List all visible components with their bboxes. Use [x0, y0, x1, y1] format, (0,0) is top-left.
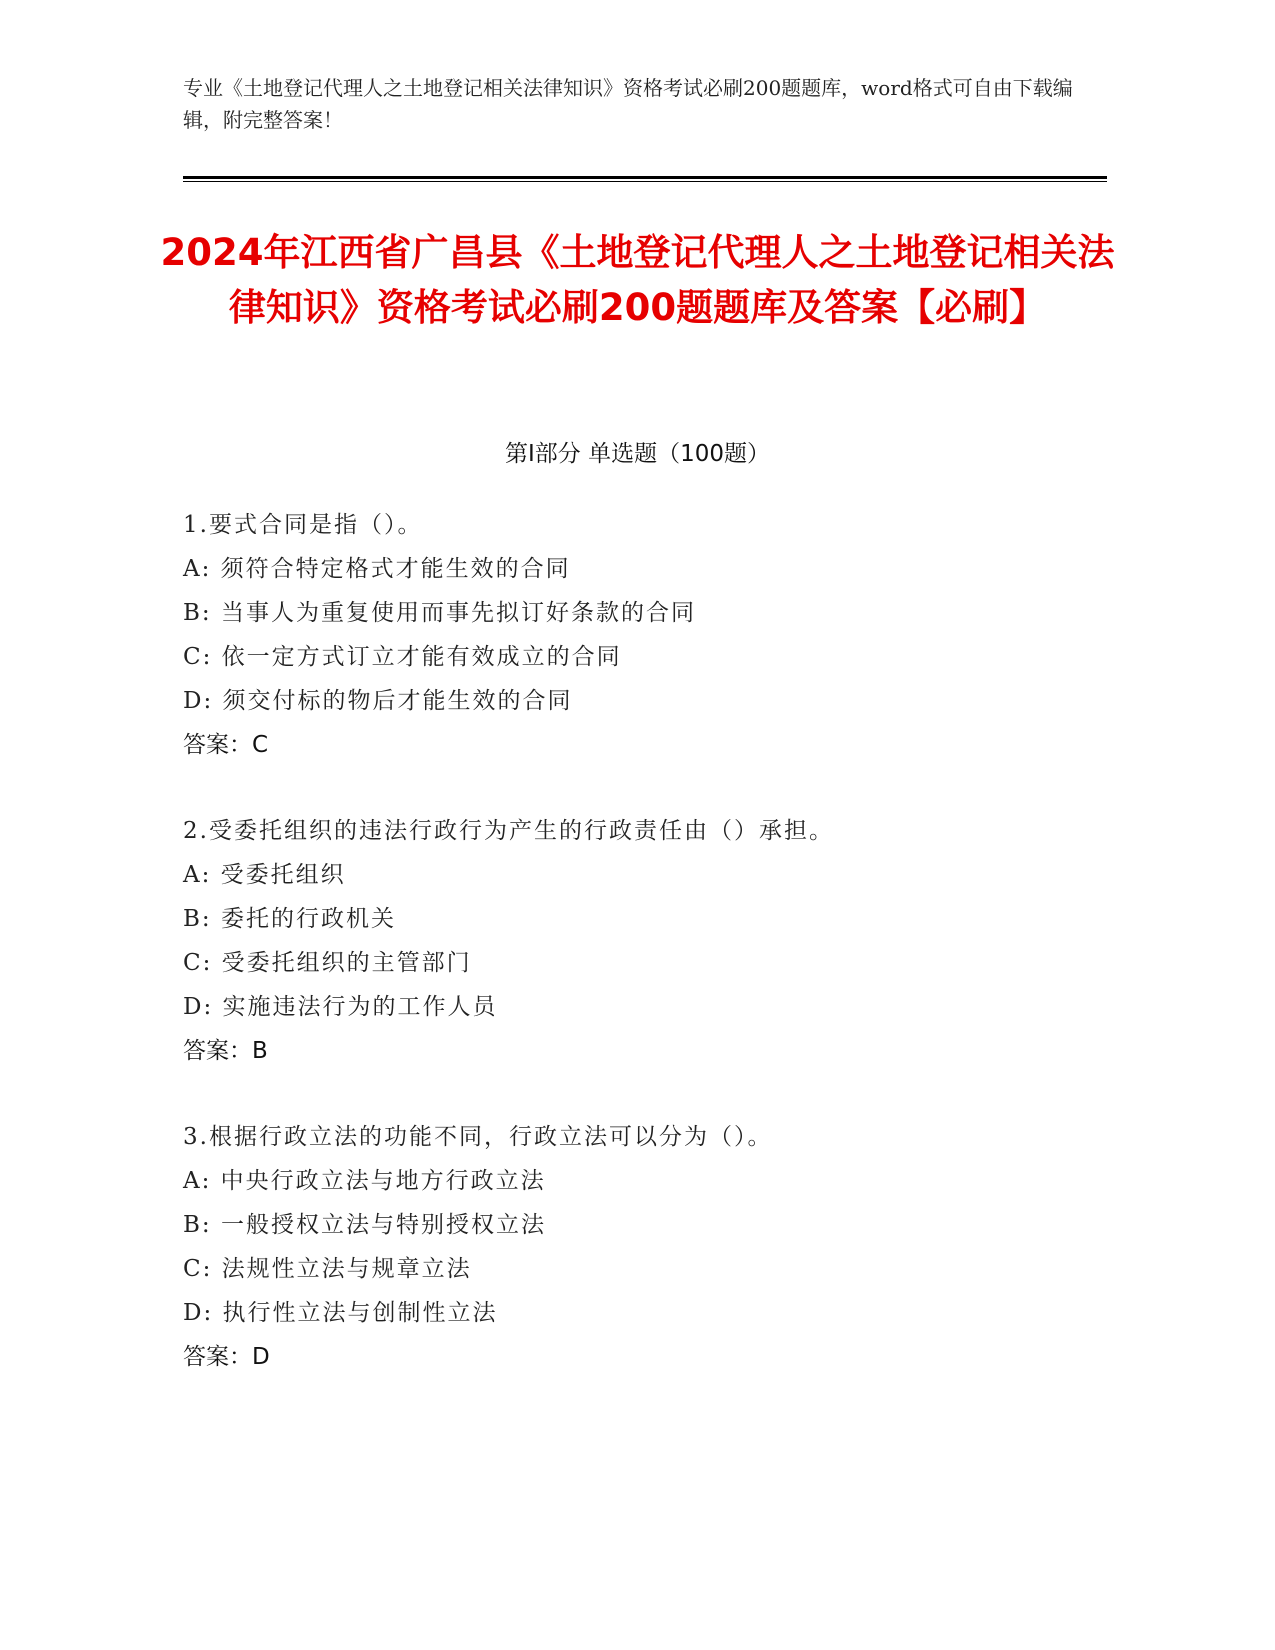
option-a: A: 须符合特定格式才能生效的合同: [183, 556, 571, 582]
header-rule-thick: [183, 176, 1107, 179]
question-stem: 3.根据行政立法的功能不同，行政立法可以分为（）。: [183, 1124, 773, 1150]
option-d: D: 执行性立法与创制性立法: [183, 1300, 498, 1326]
option-b: B: 当事人为重复使用而事先拟订好条款的合同: [183, 600, 696, 626]
question-block-3: [183, 1115, 1083, 1379]
header-note: 专业《土地登记代理人之土地登记相关法律知识》资格考试必刷200题题库，word格式可自由下载编辑，附完整答案！: [183, 76, 1073, 132]
question-block-2: [183, 809, 1083, 1073]
header-rule-thin: [183, 181, 1107, 182]
option-b: B: 委托的行政机关: [183, 906, 396, 932]
answer: 答案：D: [183, 1344, 270, 1370]
answer: 答案：B: [183, 1038, 268, 1064]
option-a: A: 受委托组织: [183, 862, 346, 888]
option-c: C: 法规性立法与规章立法: [183, 1256, 472, 1282]
question-block-1: [183, 503, 1083, 767]
option-b: B: 一般授权立法与特别授权立法: [183, 1212, 546, 1238]
question-stem: 2.受委托组织的违法行政行为产生的行政责任由（）承担。: [183, 818, 834, 844]
option-c: C: 受委托组织的主管部门: [183, 950, 472, 976]
option-a: A: 中央行政立法与地方行政立法: [183, 1168, 546, 1194]
option-c: C: 依一定方式订立才能有效成立的合同: [183, 644, 622, 670]
option-d: D: 须交付标的物后才能生效的合同: [183, 688, 573, 714]
answer: 答案：C: [183, 732, 269, 758]
document-title: 2024年江西省广昌县《土地登记代理人之土地登记相关法律知识》资格考试必刷200题题库及答案【必刷】: [160, 231, 1115, 329]
option-d: D: 实施违法行为的工作人员: [183, 994, 498, 1020]
section-title: 第I部分 单选题（100题）: [505, 441, 770, 467]
question-stem: 1.要式合同是指（）。: [183, 512, 423, 538]
